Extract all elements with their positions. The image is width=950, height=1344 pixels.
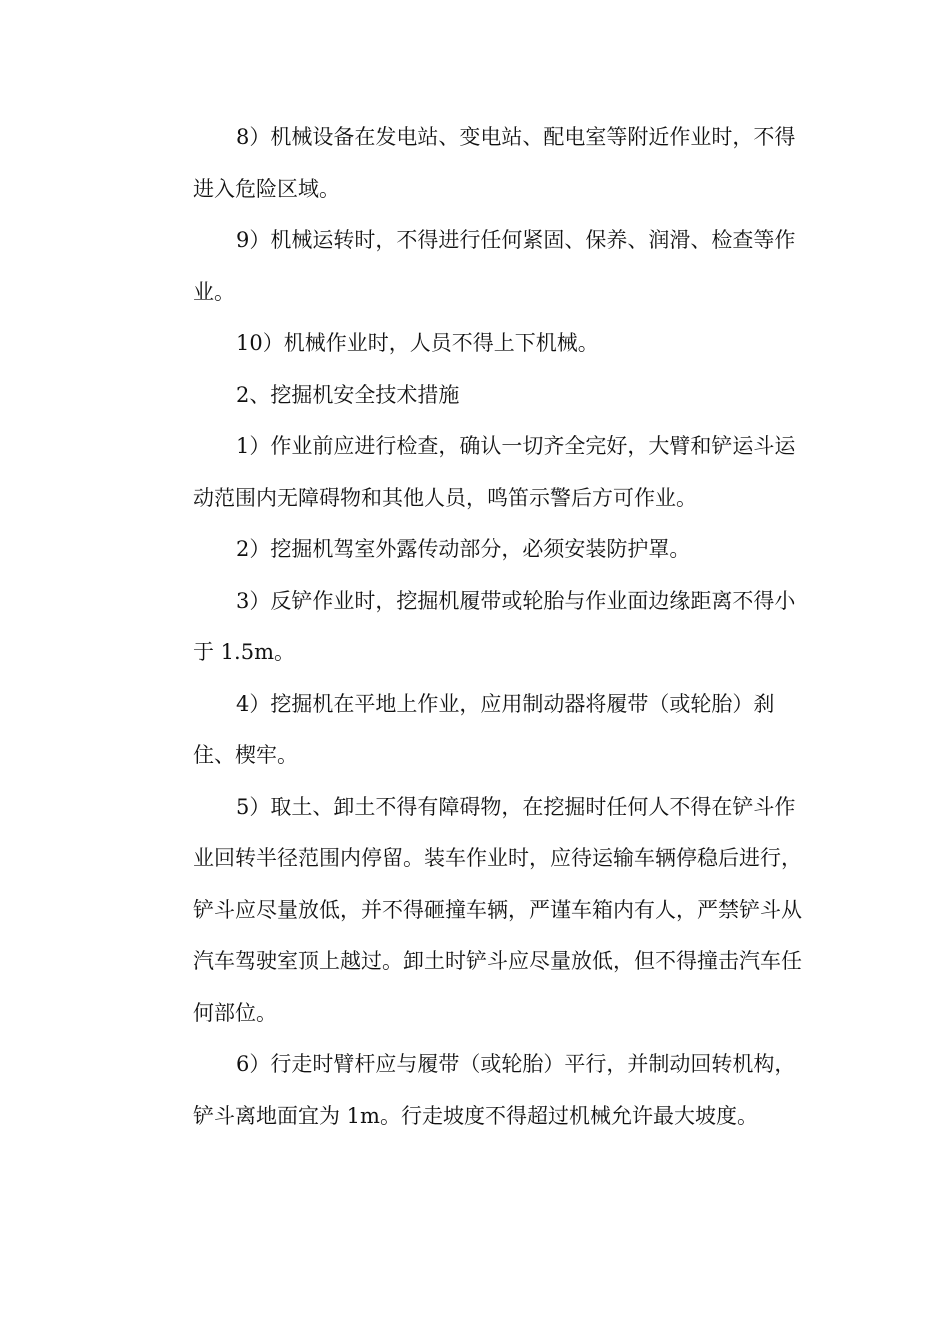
paragraph-item-9 xyxy=(150,215,798,318)
paragraph-item-8 xyxy=(150,112,798,215)
paragraph-line: 10）机械作业时，人员不得上下机械。 xyxy=(236,331,599,355)
paragraph-line: 住、楔牢。 xyxy=(193,743,298,767)
paragraph-line: 1）作业前应进行检查，确认一切齐全完好，大臂和铲运斗运 xyxy=(236,434,796,458)
paragraph-item-1 xyxy=(150,421,798,524)
paragraph-item-4 xyxy=(150,679,798,782)
paragraph-item-2 xyxy=(150,524,798,576)
paragraph-line: 3）反铲作业时，挖掘机履带或轮胎与作业面边缘距离不得小 xyxy=(236,588,796,613)
paragraph-line: 动范围内无障碍物和其他人员，鸣笛示警后方可作业。 xyxy=(193,485,697,510)
paragraph-line: 2）挖掘机驾室外露传动部分，必须安装防护罩。 xyxy=(236,537,691,561)
paragraph-line: 业。 xyxy=(193,279,235,304)
paragraph-line: 进入危险区域。 xyxy=(193,176,340,201)
paragraph-line: 4）挖掘机在平地上作业，应用制动器将履带（或轮胎）刹 xyxy=(236,691,775,716)
paragraph-item-3 xyxy=(150,576,798,679)
paragraph-line: 铲斗应尽量放低，并不得砸撞车辆，严谨车箱内有人，严禁铲斗从 xyxy=(193,897,802,922)
paragraph-line: 8）机械设备在发电站、变电站、配电室等附近作业时，不得 xyxy=(236,125,796,149)
paragraph-line: 业回转半径范围内停留。装车作业时，应待运输车辆停稳后进行， xyxy=(193,846,802,870)
section-heading: 2、挖掘机安全技术措施 xyxy=(236,382,460,407)
paragraph-line: 何部位。 xyxy=(193,1000,277,1025)
paragraph-line: 9）机械运转时，不得进行任何紧固、保养、润滑、检查等作 xyxy=(236,228,796,252)
paragraph-line: 铲斗离地面宜为 1m。行走坡度不得超过机械允许最大坡度。 xyxy=(193,1103,758,1128)
paragraph-line: 于 1.5m。 xyxy=(193,640,295,664)
paragraph-item-6 xyxy=(150,1039,798,1142)
document-body xyxy=(150,112,802,1142)
section-heading-excavator xyxy=(150,370,798,422)
paragraph-item-10 xyxy=(150,318,798,370)
paragraph-line: 汽车驾驶室顶上越过。卸土时铲斗应尽量放低，但不得撞击汽车任 xyxy=(193,949,802,973)
paragraph-item-5 xyxy=(150,782,802,1040)
paragraph-line: 5）取土、卸土不得有障碍物，在挖掘时任何人不得在铲斗作 xyxy=(236,794,796,819)
paragraph-line: 6）行走时臂杆应与履带（或轮胎）平行，并制动回转机构， xyxy=(236,1052,796,1076)
